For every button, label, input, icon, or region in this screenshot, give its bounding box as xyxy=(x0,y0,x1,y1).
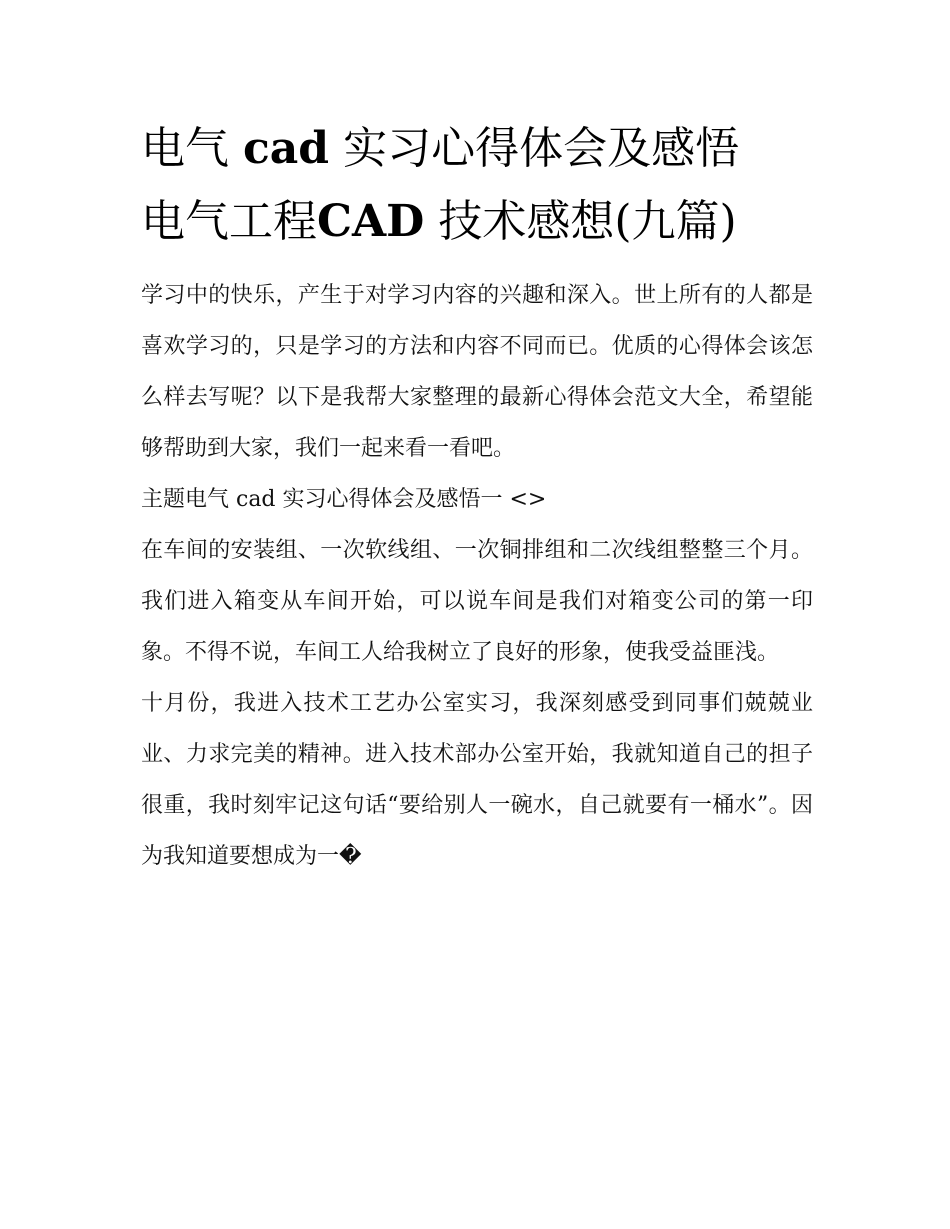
document-title xyxy=(141,112,813,258)
paragraph-intro: 学习中的快乐，产生于对学习内容的兴趣和深入。世上所有的人都是喜欢学习的，只是学习的方法和内容不同而已。优质的心得体会该怎么样去写呢？以下是我帮大家整理的最新心得体会范文大全，希望能够帮助到大家，我们一起来看一看吧。 xyxy=(141,283,813,461)
title-line-1 xyxy=(141,112,813,185)
title-line-1-text-b: cad xyxy=(243,123,330,174)
title-line-1-text-a: 电气 xyxy=(141,123,229,174)
document-body xyxy=(141,270,813,882)
title-line-2-text-b: CAD xyxy=(317,196,425,247)
section-heading: 主题电气 cad 实习心得体会及感悟一 <> xyxy=(141,487,547,512)
title-line-2 xyxy=(141,185,813,258)
title-line-2-text-c: 技术感想(九篇) xyxy=(438,196,737,247)
paragraph-office: 十月份，我进入技术工艺办公室实习，我深刻感受到同事们兢兢业业、力求完美的精神。进入技术部办公室开始，我就知道自己的担子很重，我时刻牢记这句话“要给别人一碗水，自己就要有一桶水”。因为我知道要想成为一� xyxy=(141,691,813,869)
document-content xyxy=(141,112,813,882)
title-line-1-text-c: 实习心得体会及感悟 xyxy=(343,123,740,174)
title-line-2-text-a: 电气工程 xyxy=(141,196,317,247)
paragraph-workshop: 在车间的安装组、一次软线组、一次铜排组和二次线组整整三个月。我们进入箱变从车间开始，可以说车间是我们对箱变公司的第一印象。不得不说，车间工人给我树立了良好的形象，使我受益匪浅。 xyxy=(141,538,813,665)
